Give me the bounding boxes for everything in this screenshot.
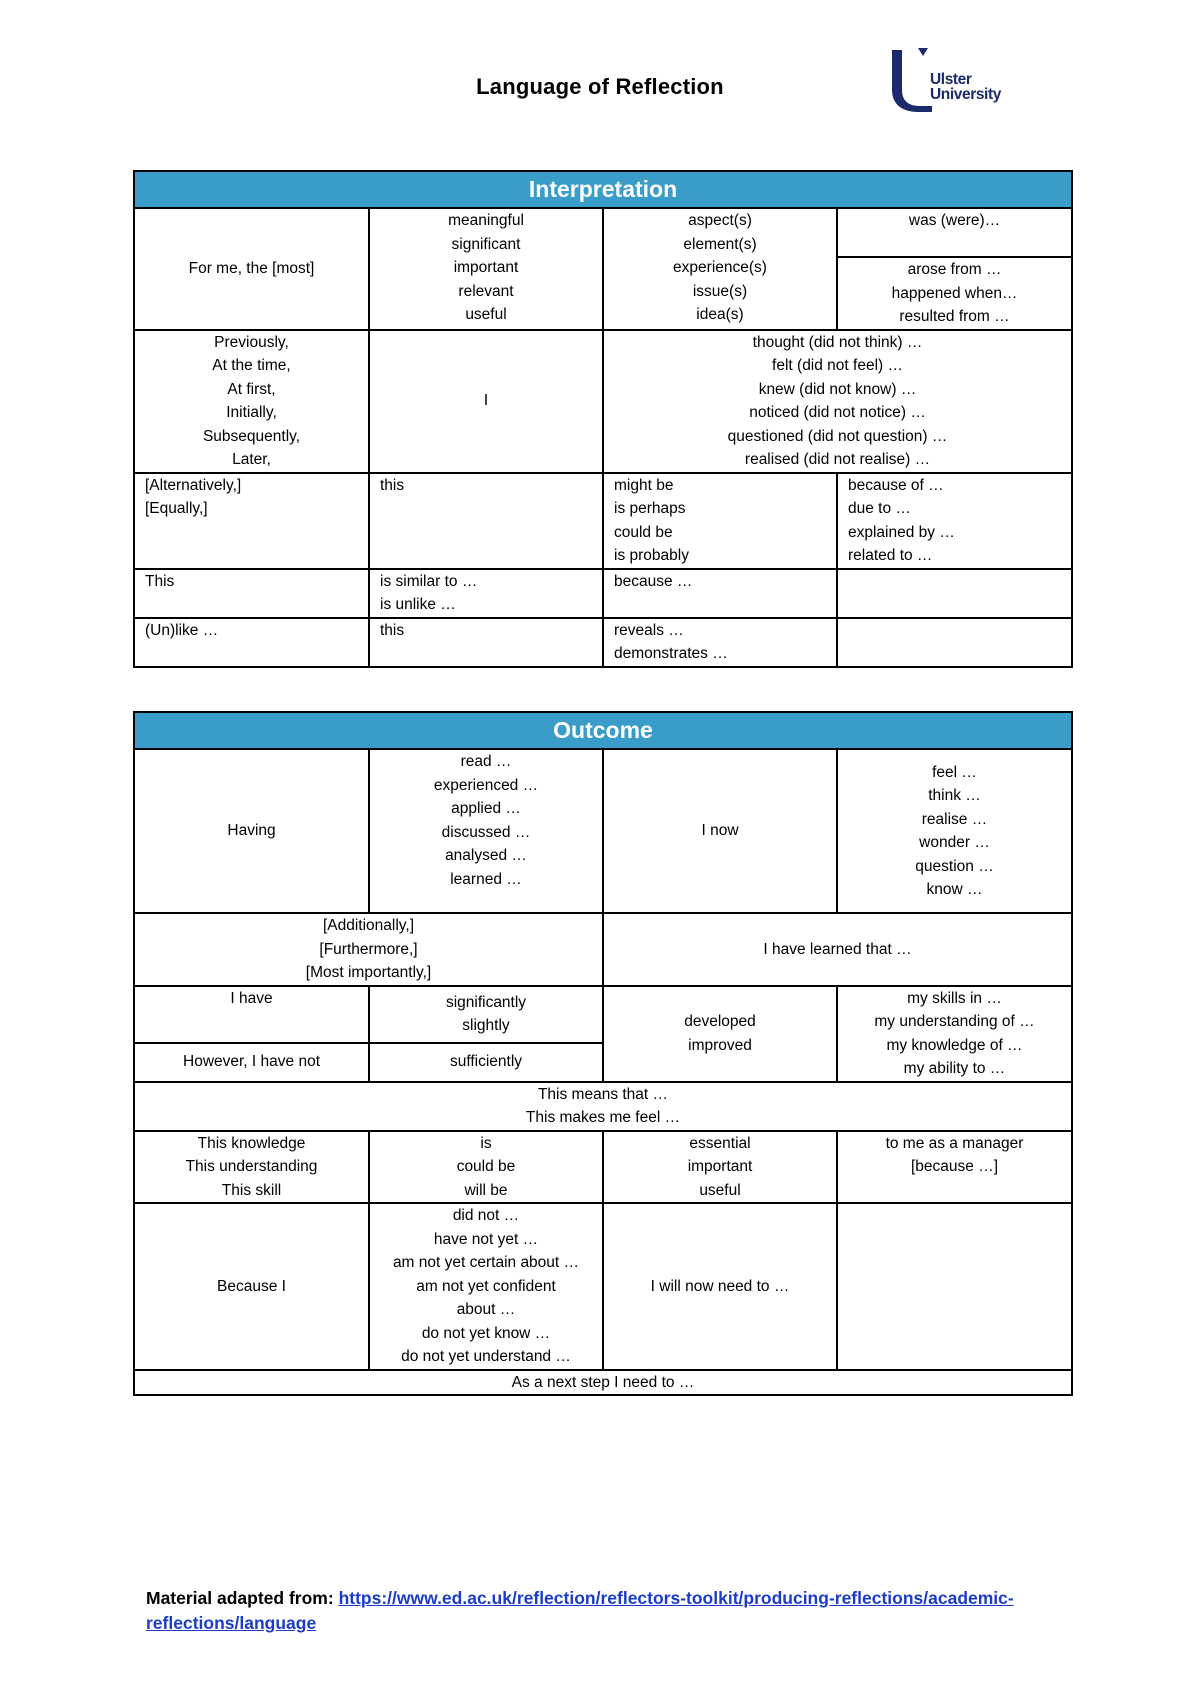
- cell-line: demonstrates …: [614, 645, 728, 662]
- source-footer: [146, 1586, 1046, 1636]
- cell-line: applied …: [451, 800, 521, 817]
- cell-line: resulted from …: [899, 308, 1010, 325]
- cell-line: is similar to …: [380, 572, 478, 590]
- cell-line: is probably: [614, 547, 689, 564]
- outcome-r5-c1: [134, 1131, 369, 1204]
- outcome-r1-c1: [134, 749, 369, 913]
- outcome-r3-c4: [837, 986, 1072, 1082]
- cell-line: happened when…: [891, 284, 1018, 302]
- cell-line: might be: [614, 476, 674, 494]
- outcome-table: [133, 711, 1073, 1396]
- cell-line: my skills in …: [907, 989, 1002, 1007]
- cell-line: did not …: [452, 1207, 520, 1224]
- cell-line: my knowledge of …: [886, 1036, 1023, 1054]
- interp-r3-c4: [837, 473, 1072, 569]
- cell-text: I will now need to …: [650, 1277, 790, 1295]
- cell-line: important: [687, 1158, 753, 1175]
- outcome-r6-c4: [837, 1203, 1072, 1370]
- cell-text: I now: [701, 822, 739, 840]
- cell-line: reveals …: [614, 621, 684, 639]
- cell-line: am not yet certain about …: [392, 1254, 580, 1271]
- cell-line: idea(s): [696, 306, 744, 323]
- cell-line: useful: [699, 1181, 741, 1199]
- outcome-r1-c3: [603, 749, 837, 913]
- outcome-r2-left: [134, 913, 603, 986]
- outcome-r3-c2b: [369, 1043, 603, 1082]
- footer-label: Material adapted from:: [146, 1588, 334, 1608]
- cell-text: Because I: [217, 1277, 286, 1295]
- cell-line: wonder …: [919, 834, 990, 851]
- cell-line: questioned (did not question) …: [727, 427, 948, 445]
- cell-line: Previously,: [214, 333, 289, 351]
- interp-r5-c2: [369, 618, 603, 667]
- outcome-r5-c4: [837, 1131, 1072, 1204]
- interp-r1-c2: [369, 208, 603, 330]
- cell-line: arose from …: [907, 261, 1002, 278]
- cell-line: have not yet …: [433, 1230, 539, 1248]
- interp-r4-c3: [603, 569, 837, 618]
- cell-line: my understanding of …: [874, 1013, 1035, 1030]
- cell-text: I: [483, 392, 489, 410]
- cell-text: This: [145, 572, 175, 590]
- outcome-header: Outcome: [134, 712, 1072, 749]
- cell-line: think …: [928, 787, 981, 804]
- outcome-r6-c3: [603, 1203, 837, 1370]
- logo-text-line1: Ulster: [930, 71, 972, 88]
- outcome-r1-c2: [369, 749, 603, 913]
- cell-line: is: [480, 1134, 492, 1152]
- cell-line: know …: [926, 881, 983, 898]
- cell-line: This makes me feel …: [525, 1109, 681, 1126]
- cell-text: was (were)…: [908, 212, 1001, 229]
- cell-text: Having: [227, 822, 276, 840]
- interp-r4-c4: [837, 569, 1072, 618]
- logo-text-line2: University: [930, 86, 1001, 103]
- cell-line: significant: [451, 235, 521, 253]
- cell-line: element(s): [683, 235, 757, 253]
- outcome-r5-c2: [369, 1131, 603, 1204]
- cell-line: my ability to …: [903, 1060, 1006, 1077]
- cell-line: experience(s): [673, 259, 767, 276]
- cell-line: experienced …: [433, 776, 539, 794]
- interp-r2-c1: [134, 330, 369, 473]
- cell-line: about …: [456, 1301, 516, 1318]
- cell-text: I have: [230, 989, 273, 1007]
- cell-line: Subsequently,: [202, 427, 301, 445]
- cell-line: analysed …: [445, 847, 527, 864]
- interp-r1-c1: [134, 208, 369, 330]
- cell-line: am not yet confident: [416, 1277, 556, 1295]
- cell-line: to me as a manager: [885, 1134, 1024, 1152]
- outcome-r2-right: [603, 913, 1072, 986]
- interp-r1-c4a: [837, 208, 1072, 257]
- cell-line: [because …]: [910, 1158, 999, 1175]
- cell-line: useful: [465, 306, 507, 323]
- outcome-r3-c3: [603, 986, 837, 1082]
- cell-line: At first,: [227, 380, 276, 398]
- cell-line: do not yet know …: [421, 1324, 551, 1342]
- cell-line: developed: [684, 1013, 756, 1030]
- interp-r4-c1: [134, 569, 369, 618]
- interp-r3-c3: [603, 473, 837, 569]
- cell-line: realise …: [921, 810, 988, 828]
- cell-line: is unlike …: [380, 596, 456, 613]
- outcome-r6-c1: [134, 1203, 369, 1370]
- source-link-line1[interactable]: https://www.ed.ac.uk/reflection/reflectors-toolkit/producing-reflections/academic-: [338, 1588, 1014, 1608]
- cell-line: knew (did not know) …: [758, 380, 917, 398]
- cell-line: At the time,: [212, 357, 291, 374]
- ulster-university-logo: [888, 46, 1018, 118]
- cell-line: significantly: [445, 993, 527, 1011]
- source-link-line2[interactable]: reflections/language: [146, 1613, 317, 1633]
- cell-line: [Furthermore,]: [319, 940, 418, 958]
- interpretation-header: Interpretation: [134, 171, 1072, 208]
- interp-r5-c3: [603, 618, 837, 667]
- cell-text: As a next step I need to …: [511, 1373, 695, 1391]
- cell-line: will be: [464, 1181, 508, 1199]
- cell-line: This understanding: [185, 1158, 318, 1175]
- cell-line: slightly: [462, 1017, 510, 1035]
- cell-line: feel …: [932, 763, 977, 781]
- cell-line: improved: [688, 1036, 752, 1054]
- outcome-r3-c2a: [369, 986, 603, 1043]
- cell-text: this: [380, 621, 405, 639]
- cell-line: [Equally,]: [145, 500, 208, 517]
- cell-line: due to …: [848, 500, 911, 517]
- cell-line: could be: [456, 1158, 516, 1175]
- cell-text: because …: [614, 572, 693, 590]
- cell-line: read …: [460, 753, 512, 770]
- cell-line: realised (did not realise) …: [744, 451, 931, 468]
- interp-r1-c3: [603, 208, 837, 330]
- cell-text: this: [380, 476, 405, 494]
- outcome-r5-c3: [603, 1131, 837, 1204]
- interp-r5-c1: [134, 618, 369, 667]
- cell-line: thought (did not think) …: [752, 333, 923, 351]
- cell-line: felt (did not feel) …: [772, 357, 903, 374]
- university-logo-mark-icon: [888, 46, 934, 118]
- outcome-r7: [134, 1370, 1072, 1396]
- cell-line: discussed …: [441, 823, 531, 841]
- cell-line: question …: [915, 857, 994, 875]
- interp-r3-c2: [369, 473, 603, 569]
- interp-r2-c2: [369, 330, 603, 473]
- cell-line: [Alternatively,]: [145, 476, 242, 494]
- cell-line: important: [453, 259, 519, 276]
- cell-line: could be: [614, 523, 673, 541]
- cell-text: sufficiently: [449, 1053, 523, 1071]
- cell-line: issue(s): [692, 282, 748, 300]
- cell-line: is perhaps: [614, 500, 686, 517]
- interp-r3-c1: [134, 473, 369, 569]
- cell-line: This skill: [221, 1181, 282, 1199]
- cell-line: relevant: [458, 282, 514, 300]
- cell-line: [Additionally,]: [322, 917, 415, 934]
- cell-line: because of …: [848, 476, 944, 494]
- cell-line: essential: [689, 1134, 751, 1152]
- interpretation-table: [133, 170, 1073, 668]
- cell-text: (Un)like …: [145, 621, 219, 639]
- cell-line: aspect(s): [688, 212, 752, 229]
- interp-r2-c3: [603, 330, 1072, 473]
- outcome-r4: [134, 1082, 1072, 1131]
- cell-text: I have learned that …: [763, 940, 912, 958]
- cell-line: This means that …: [537, 1085, 669, 1103]
- cell-line: related to …: [848, 547, 933, 564]
- interp-r4-c2: [369, 569, 603, 618]
- document-title: Language of Reflection: [476, 74, 724, 99]
- cell-line: meaningful: [448, 212, 524, 229]
- cell-line: learned …: [450, 870, 522, 888]
- cell-line: Initially,: [226, 404, 277, 421]
- cell-text: For me, the [most]: [188, 260, 315, 277]
- outcome-r1-c4: [837, 749, 1072, 913]
- outcome-r6-c2: [369, 1203, 603, 1370]
- cell-line: [Most importantly,]: [305, 964, 432, 981]
- cell-line: noticed (did not notice) …: [749, 404, 926, 421]
- cell-line: Later,: [232, 451, 271, 468]
- cell-line: do not yet understand …: [401, 1348, 571, 1365]
- cell-text: However, I have not: [183, 1053, 320, 1071]
- interp-r5-c4: [837, 618, 1072, 667]
- interp-r1-c4b: [837, 257, 1072, 330]
- cell-line: This knowledge: [197, 1134, 306, 1152]
- outcome-r3-c1b: [134, 1043, 369, 1082]
- outcome-r3-c1a: [134, 986, 369, 1043]
- cell-line: explained by …: [848, 523, 955, 541]
